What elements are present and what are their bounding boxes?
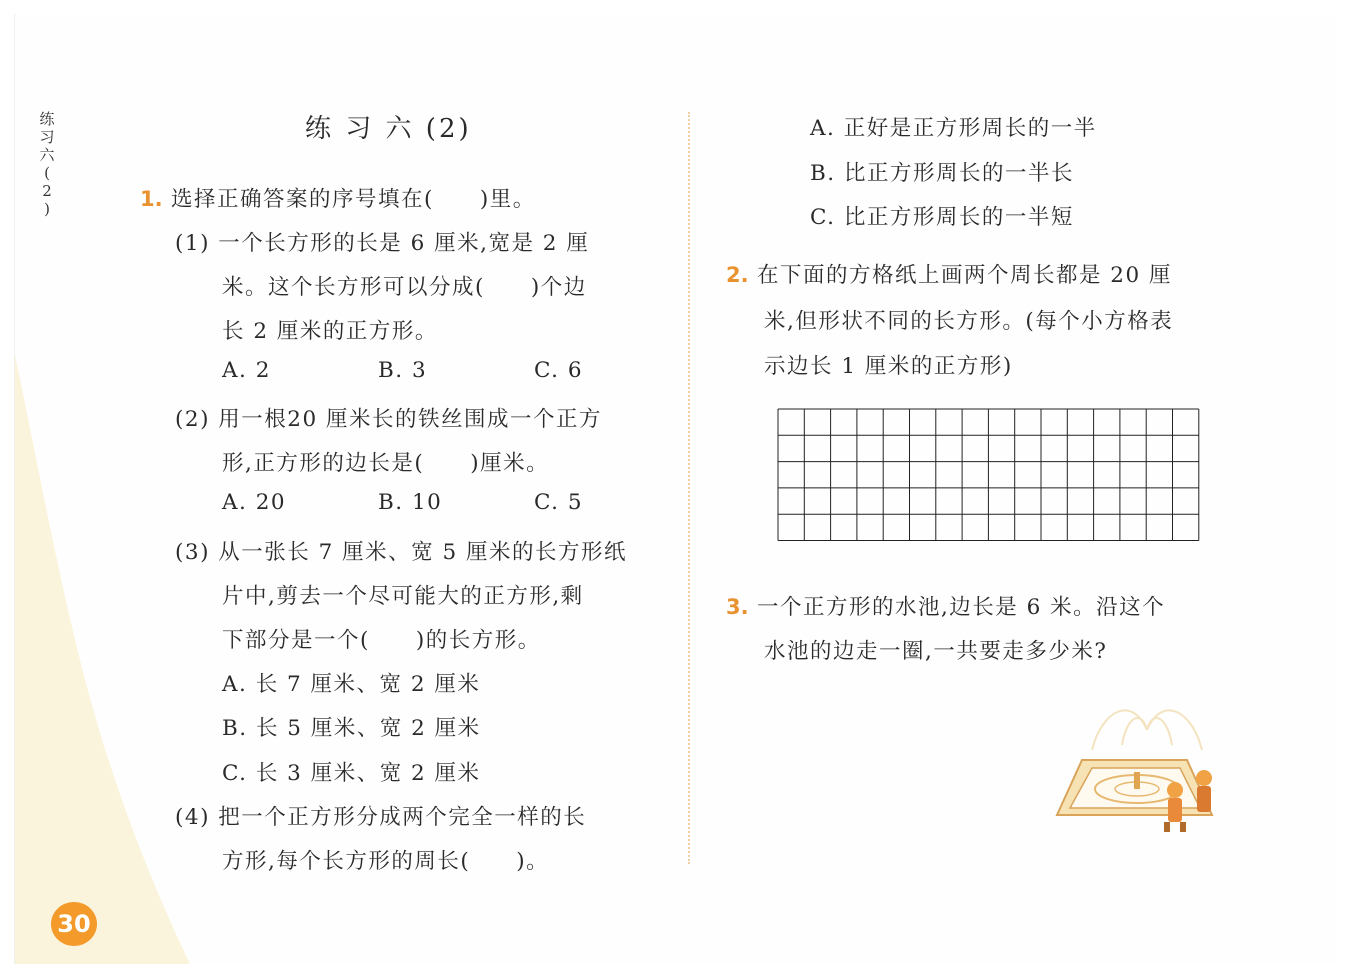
sidebar-label: 练 习 六 ( 2 ) (39, 110, 55, 218)
q1-sub1-line1: (1) 一个长方形的长是 6 厘米,宽是 2 厘 (175, 231, 590, 256)
q1-sub2-option-b: B. 10 (378, 490, 443, 515)
q3-line2: 水池的边走一圈,一共要走多少米? (764, 639, 1108, 664)
q2-line3: 示边长 1 厘米的正方形) (764, 354, 1013, 379)
question-number: 2. (726, 263, 749, 287)
q1-sub4-line2: 方形,每个长方形的周长( )。 (222, 849, 550, 874)
q3-line1: 一个正方形的水池,边长是 6 米。沿这个 (756, 595, 1166, 620)
question-2 (726, 258, 1172, 289)
q1-sub3-line2: 片中,剪去一个尽可能大的正方形,剩 (222, 584, 584, 609)
q1-sub3-option-b: B. 长 5 厘米、宽 2 厘米 (222, 716, 481, 741)
q1-sub3-option-c: C. 长 3 厘米、宽 2 厘米 (222, 761, 481, 786)
q1-sub2-option-a: A. 20 (222, 490, 287, 515)
q1-sub1-option-a: A. 2 (222, 358, 271, 383)
q1-sub1-option-c: C. 6 (534, 358, 584, 383)
q1-sub4-option-c: C. 比正方形周长的一半短 (810, 205, 1074, 230)
question-text: 选择正确答案的序号填在( )里。 (170, 187, 536, 212)
q1-sub2-line1: (2) 用一根20 厘米长的铁丝围成一个正方 (175, 407, 602, 432)
question-3 (726, 590, 1165, 621)
q1-sub3-option-a: A. 长 7 厘米、宽 2 厘米 (222, 672, 481, 697)
q1-sub4-line1: (4) 把一个正方形分成两个完全一样的长 (175, 805, 587, 830)
q1-sub3-line3: 下部分是一个( )的长方形。 (222, 628, 541, 653)
page-title: 练 习 六 (2) (305, 114, 472, 144)
q1-sub1-line3: 长 2 厘米的正方形。 (222, 319, 438, 344)
question-1 (140, 182, 536, 213)
q2-line1: 在下面的方格纸上画两个周长都是 20 厘 (756, 263, 1172, 288)
q1-sub1-line2: 米。这个长方形可以分成( )个边 (222, 275, 587, 300)
page-number-badge: 30 (51, 902, 97, 946)
q1-sub1-option-b: B. 3 (378, 358, 428, 383)
pool-fountain-illustration (1052, 690, 1232, 840)
question-number: 1. (140, 187, 163, 211)
q1-sub2-line2: 形,正方形的边长是( )厘米。 (222, 451, 550, 476)
column-divider (688, 112, 690, 864)
q1-sub2-option-c: C. 5 (534, 490, 584, 515)
q1-sub3-line1: (3) 从一张长 7 厘米、宽 5 厘米的长方形纸 (175, 540, 627, 565)
q1-sub4-option-b: B. 比正方形周长的一半长 (810, 161, 1074, 186)
q2-line2: 米,但形状不同的长方形。(每个小方格表 (764, 309, 1174, 334)
q1-sub4-option-a: A. 正好是正方形周长的一半 (810, 116, 1097, 141)
square-grid-paper[interactable] (777, 408, 1202, 543)
question-number: 3. (726, 595, 749, 619)
